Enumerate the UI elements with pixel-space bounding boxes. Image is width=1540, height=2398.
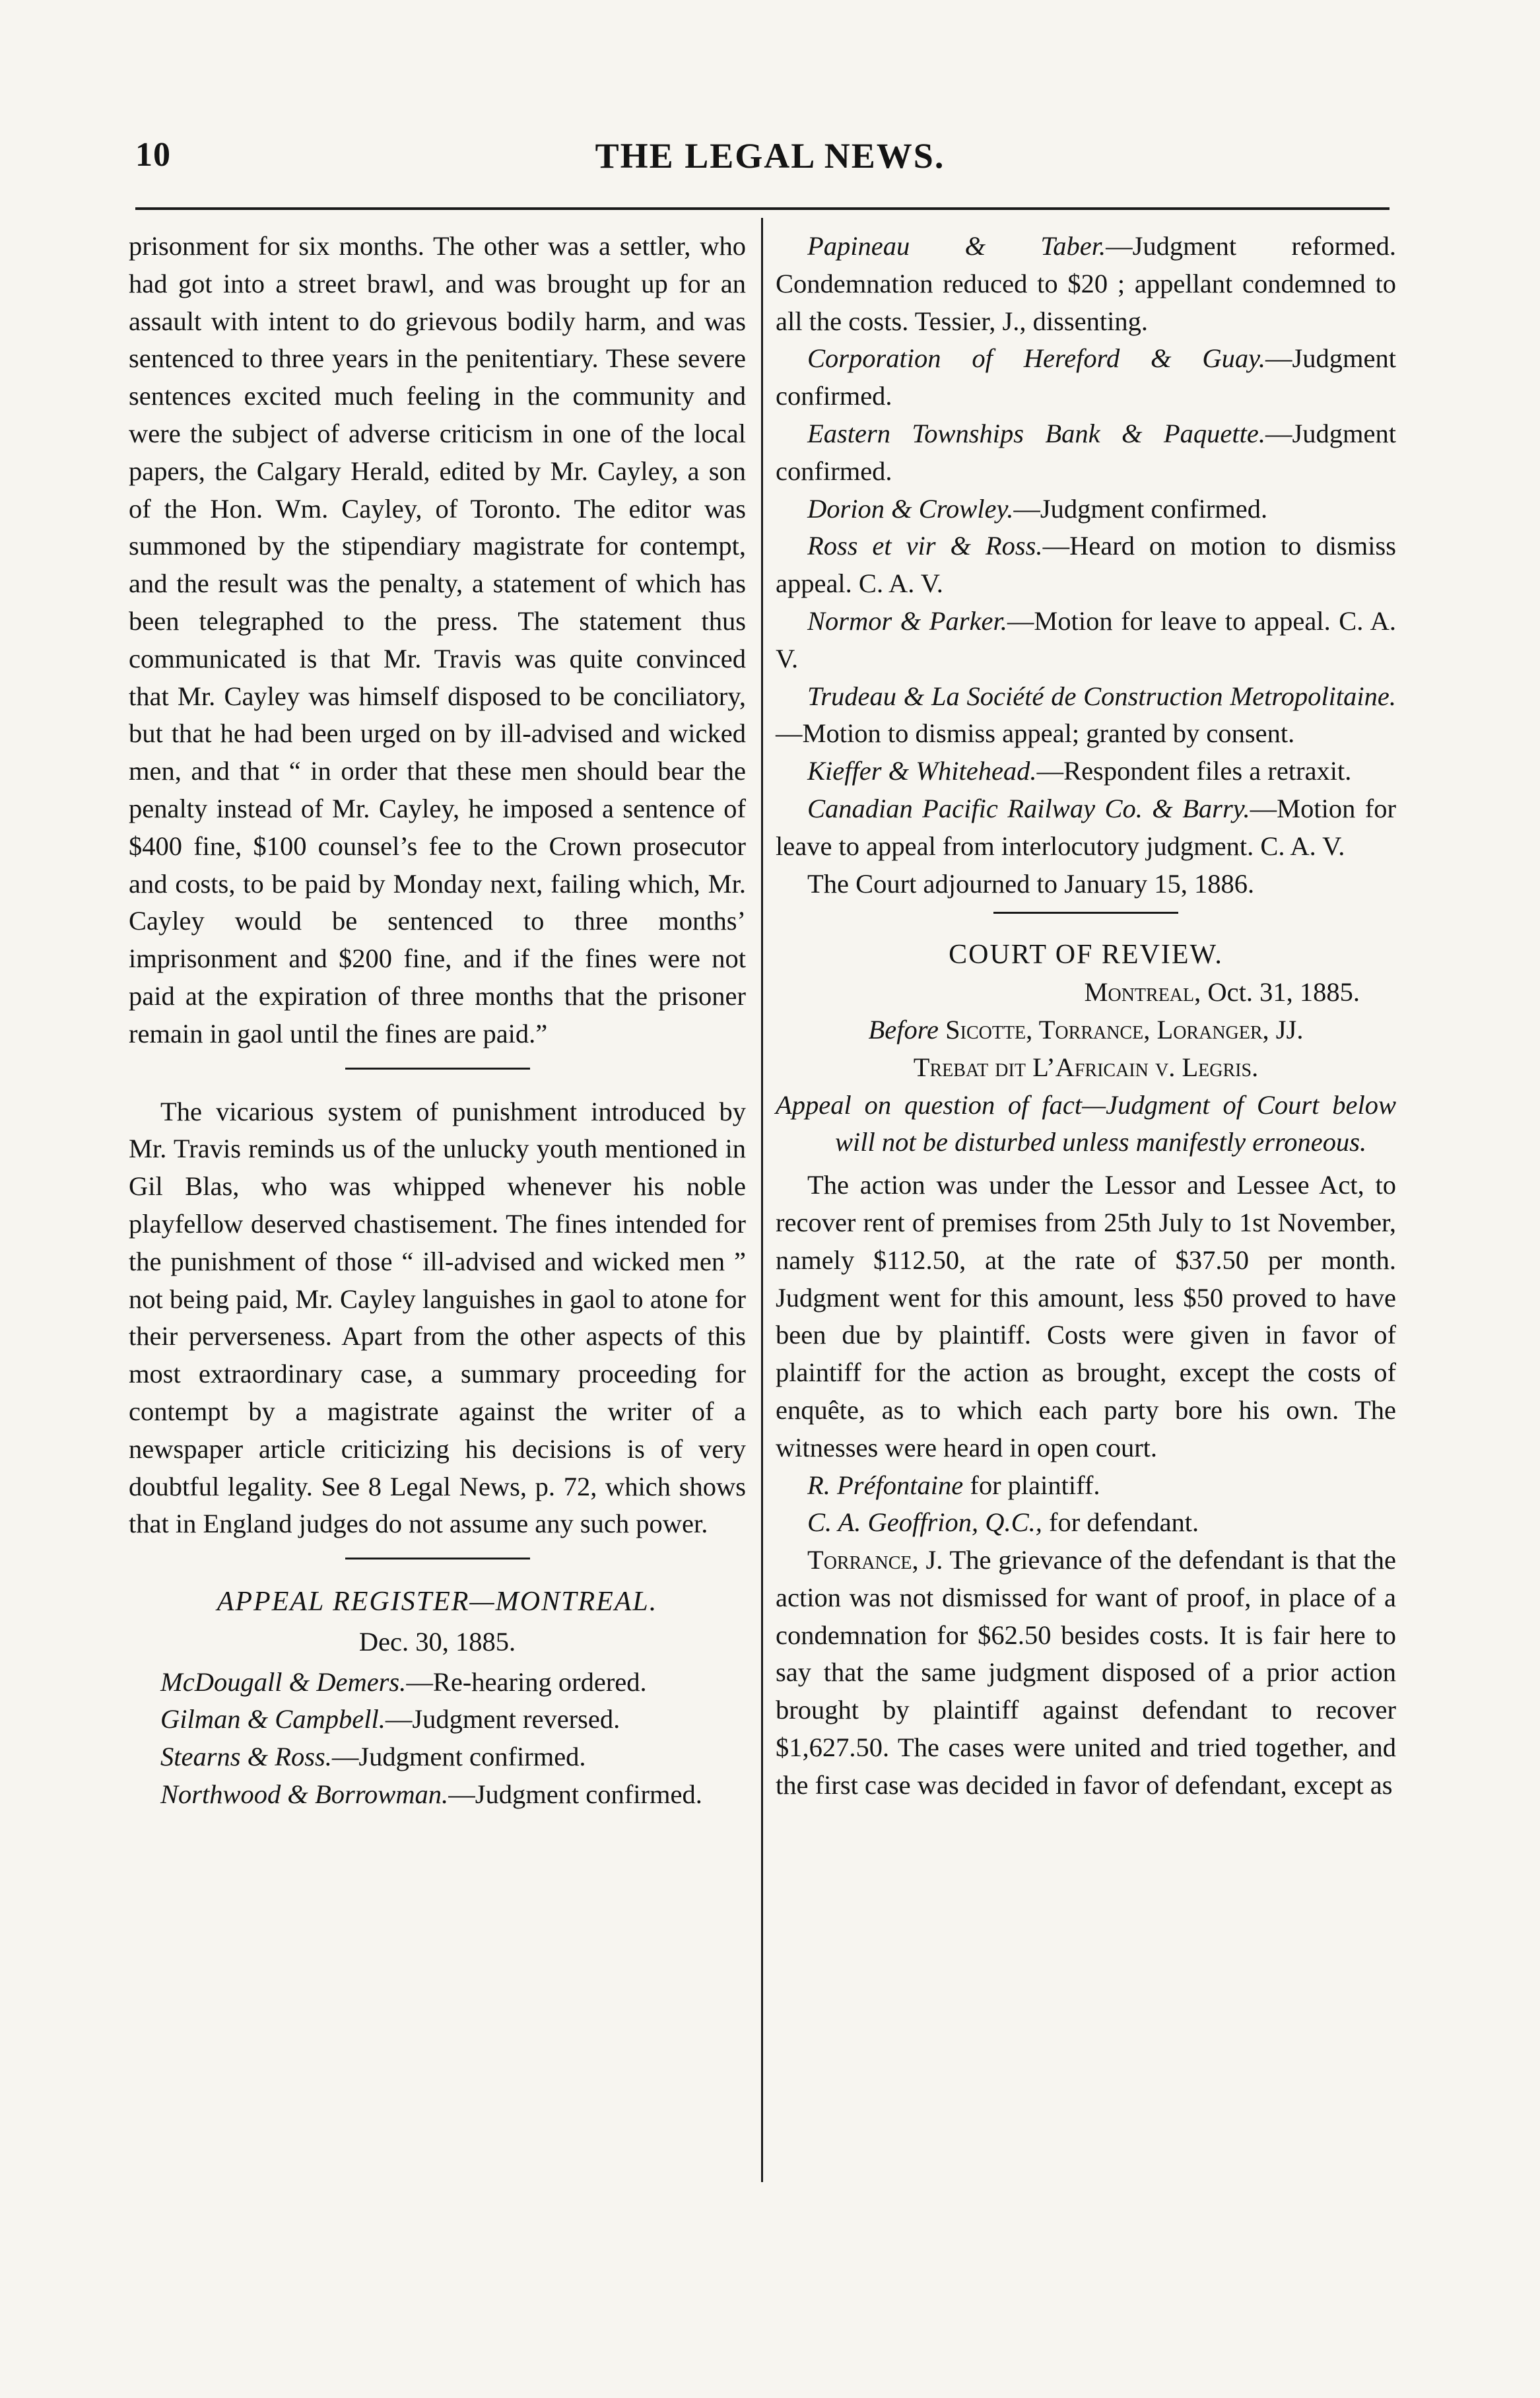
counsel-role: for plaintiff.: [970, 1470, 1100, 1500]
register-entry: [776, 340, 1396, 415]
case-ruling: —Judgment confirmed.: [776, 418, 1396, 486]
article-paragraph: The vicarious system of punishment introduced by Mr. Travis reminds us of the unlucky youth mentioned in Gil Blas, who was whipped whenever his noble playfellow deserved chastisement. The fines intended for the punishment of those “ ill-advised and wicked men ” not being paid, Mr. Cayley languishes in gaol to atone for their perverseness. Apart from the other aspects of this most extraordinary case, a summary proceeding for contempt by a magistrate against the writer of a newspaper article criticizing his decisions is of very doubtful legality. See 8 Legal News, p. 72, which shows that in England judges do not assume any such power.: [129, 1096, 746, 1539]
counsel-defendant: [776, 1504, 1396, 1542]
case-name: McDougall & Demers.: [160, 1666, 407, 1697]
register-entry: [776, 753, 1396, 790]
case-name: Ross et vir & Ross.: [807, 531, 1043, 561]
case-name: Eastern Townships Bank & Paquette.: [807, 418, 1265, 448]
column-divider: [761, 218, 763, 2182]
case-ruling: —Re-hearing ordered.: [406, 1666, 647, 1697]
section-divider: [345, 1558, 530, 1559]
case-ruling: —Judgment confirmed.: [1013, 493, 1268, 524]
court-of-review-heading: COURT OF REVIEW.: [949, 940, 1223, 971]
register-entry: [776, 603, 1396, 678]
case-ruling: —Motion to dismiss appeal; granted by consent.: [776, 718, 1295, 749]
counsel-plaintiff: [776, 1467, 1396, 1505]
register-entry: [776, 528, 1396, 603]
section-divider: [993, 912, 1178, 914]
case-ruling: —Heard on motion to dismiss appeal. C. A. V.: [776, 531, 1396, 599]
case-ruling: —Judgment confirmed.: [776, 343, 1396, 411]
appeal-register-date: Dec. 30, 1885.: [358, 1626, 516, 1657]
adjournment-note: The Court adjourned to January 15, 1886.: [807, 868, 1255, 899]
judgment-text: The grievance of the defendant is that the action was not dismissed for want of proof, in place of a condemnation for $62.50 besides costs. It is fair here to say that the same judgment disposed of a prior action brought by plaintiff against defendant to recover $1,627.50. The cases were united and tried together, and the first case was decided in favor of defendant, except as: [776, 1545, 1396, 1800]
right-column: [776, 228, 1396, 1804]
bench-suffix: JJ.: [1275, 1014, 1304, 1045]
case-ruling: —Judgment confirmed.: [448, 1779, 702, 1810]
counsel-name: C. A. Geoffrion, Q.C.,: [807, 1507, 1042, 1538]
judgment-paragraph: The action was under the Lessor and Lessee Act, to recover rent of premises from 25th July to 1st November, namely $112.50, at the rate of $37.50 per month. Judgment went for this amount, less $50 proved to have been due by plaintiff. Costs were given in favor of plaintiff for the action as brought, except the costs of enquête, as to which each party bore his own. The witnesses were heard in open court.: [776, 1170, 1396, 1462]
section-divider: [345, 1068, 530, 1070]
register-entry: [776, 790, 1396, 866]
header-rule: [135, 207, 1389, 210]
appeal-register-heading: APPEAL REGISTER—MONTREAL.: [217, 1587, 658, 1618]
case-ruling: —Motion for leave to appeal. C. A. V.: [776, 605, 1396, 673]
register-entry: [776, 228, 1396, 340]
case-name: Trudeau & La Société de Construction Metropolitaine.: [807, 681, 1396, 711]
register-entry: [129, 1701, 746, 1738]
case-name: Gilman & Campbell.: [160, 1704, 385, 1734]
headnote: Appeal on question of fact—Judgment of Court below will not be disturbed unless manifestly erroneous.: [776, 1089, 1396, 1157]
case-name: Normor & Parker.: [807, 605, 1007, 636]
case-ruling: —Judgment reversed.: [385, 1704, 620, 1734]
case-name: Canadian Pacific Railway Co. & Barry.: [807, 793, 1250, 823]
page-number: 10: [135, 136, 171, 174]
case-ruling: —Judgment confirmed.: [331, 1742, 586, 1772]
case-name: Kieffer & Whitehead.: [807, 756, 1037, 786]
judge-name: Torrance, J.: [807, 1545, 943, 1575]
register-entry: [776, 678, 1396, 753]
case-ruling: —Judgment reformed. Condemnation reduced to $20 ; appellant condemned to all the costs. Tessier, J., dissenting.: [776, 231, 1396, 336]
bench-judges: Sicotte, Torrance, Loranger,: [945, 1014, 1269, 1045]
register-entry: [129, 1664, 746, 1701]
case-name: Corporation of Hereford & Guay.: [807, 343, 1265, 374]
case-name: Stearns & Ross.: [160, 1742, 332, 1772]
case-name: Northwood & Borrowman.: [160, 1779, 449, 1810]
counsel-role: for defendant.: [1049, 1507, 1199, 1538]
dateline-place: Montreal,: [1084, 977, 1201, 1008]
case-ruling: —Motion for leave to appeal from interlocutory judgment. C. A. V.: [776, 793, 1396, 861]
register-entry: [776, 491, 1396, 528]
register-entry: [129, 1776, 746, 1814]
bench-lead: Before: [868, 1014, 939, 1045]
judgment-paragraph: [776, 1542, 1396, 1804]
article-paragraph: prisonment for six months. The other was a settler, who had got into a street brawl, and was brought up for an assault with intent to do grievous bodily harm, and was sentenced to three years in the penitentiary. These severe sentences excited much feeling in the community and were the subject of adverse criticism in one of the local papers, the Calgary Herald, edited by Mr. Cayley, a son of the Hon. Wm. Cayley, of Toronto. The editor was summoned by the stipendiary magistrate for contempt, and the result was the penalty, a statement of which has been telegraphed to the press. The statement thus communicated is that Mr. Travis was quite convinced that Mr. Cayley was himself disposed to be conciliatory, but that he had been urged on by ill-advised and wicked men, and that “ in order that these men should bear the penalty instead of Mr. Cayley, he imposed a sentence of $400 fine, $100 counsel’s fee to the Crown prosecutor and costs, to be paid by Monday next, failing which, Mr. Cayley would be sentenced to three months’ imprisonment and $200 fine, and if the fines were not paid at the expiration of three months that the prisoner remain in gaol until the fines are paid.”: [129, 231, 746, 1048]
dateline-date: Oct. 31, 1885.: [1207, 977, 1360, 1008]
case-title: Trebat dit L’Africain v. Legris.: [913, 1052, 1259, 1082]
running-title: THE LEGAL NEWS.: [595, 136, 945, 176]
case-name: Dorion & Crowley.: [807, 493, 1014, 524]
dateline: [776, 974, 1396, 1011]
bench: [776, 1011, 1396, 1049]
case-name: Papineau & Taber.: [807, 231, 1106, 261]
counsel-name: R. Préfontaine: [807, 1470, 964, 1500]
case-ruling: —Respondent files a retraxit.: [1036, 756, 1352, 786]
left-column: [129, 228, 746, 1814]
register-entry: [129, 1738, 746, 1776]
register-entry: [776, 415, 1396, 491]
